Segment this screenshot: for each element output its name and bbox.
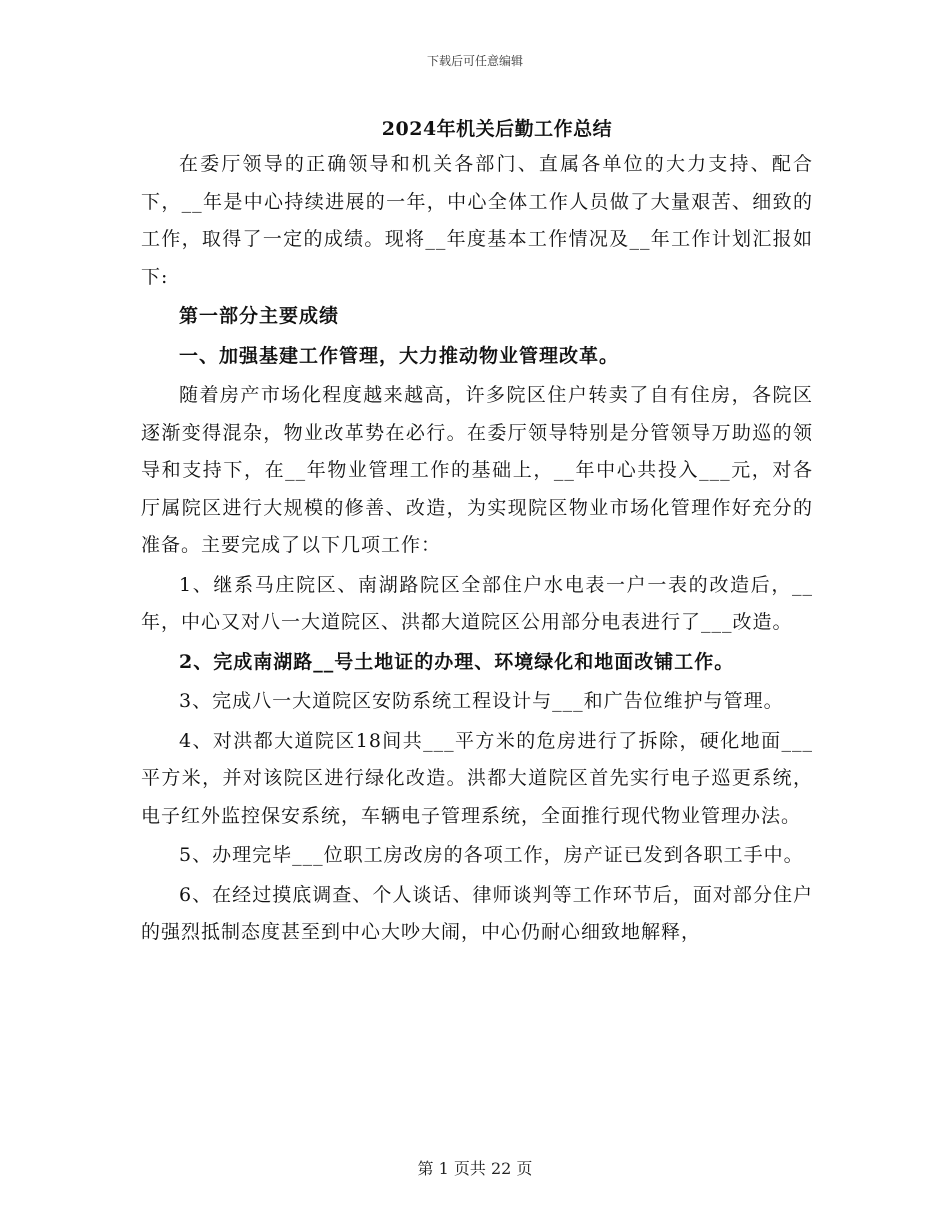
list-item-6: 6、在经过摸底调查、个人谈话、律师谈判等工作环节后，面对部分住户的强烈抵制态度甚至到中心大吵大闹，中心仍耐心细致地解释， xyxy=(141,883,813,943)
paragraph-intro: 在委厅领导的正确领导和机关各部门、直属各单位的大力支持、配合下，__年是中心持续进展的一年，中心全体工作人员做了大量艰苦、细致的工作，取得了一定的成绩。现将__年度基本工作情况及__年工作计划汇报如下: xyxy=(141,153,813,288)
list-item-2: 2、完成南湖路__号土地证的办理、环境绿化和地面改铺工作。 xyxy=(179,650,735,673)
list-item-1: 1、继系马庄院区、南湖路院区全部住户水电表一户一表的改造后，__年，中心又对八一大道院区、洪都大道院区公用部分电表进行了___改造。 xyxy=(141,573,813,633)
page-number-footer: 第 1 页共 22 页 xyxy=(417,1159,533,1178)
paragraph-property-reform: 随着房产市场化程度越来越高，许多院区住户转卖了自有住房，各院区逐渐变得混杂，物业改革势在必行。在委厅领导特别是分管领导万助巡的领导和支持下，在__年物业管理工作的基础上，__年中心共投入___元，对各厅属院区进行大规模的修善、改造，为实现院区物业市场化管理作好充分的准备。主要完成了以下几项工作： xyxy=(141,384,813,556)
section-heading-part-one: 第一部分主要成绩 xyxy=(179,305,340,327)
header-note: 下载后可任意编辑 xyxy=(426,54,523,68)
document-title: 2024年机关后勤工作总结 xyxy=(381,118,613,140)
list-item-3: 3、完成八一大道院区安防系统工程设计与___和广告位维护与管理。 xyxy=(179,690,784,712)
subsection-heading-one: 一、加强基建工作管理，大力推动物业管理改革。 xyxy=(179,344,620,367)
list-item-5: 5、办理完毕___位职工房改房的各项工作，房产证已发到各职工手中。 xyxy=(179,844,804,866)
document-body xyxy=(141,146,813,952)
list-item-4: 4、对洪都大道院区18间共___平方米的危房进行了拆除，硬化地面___平方米，并对该院区进行绿化改造。洪都大道院区首先实行电子巡更系统，电子红外监控保安系统，车辆电子管理系统，全面推行现代物业管理办法。 xyxy=(141,729,813,827)
